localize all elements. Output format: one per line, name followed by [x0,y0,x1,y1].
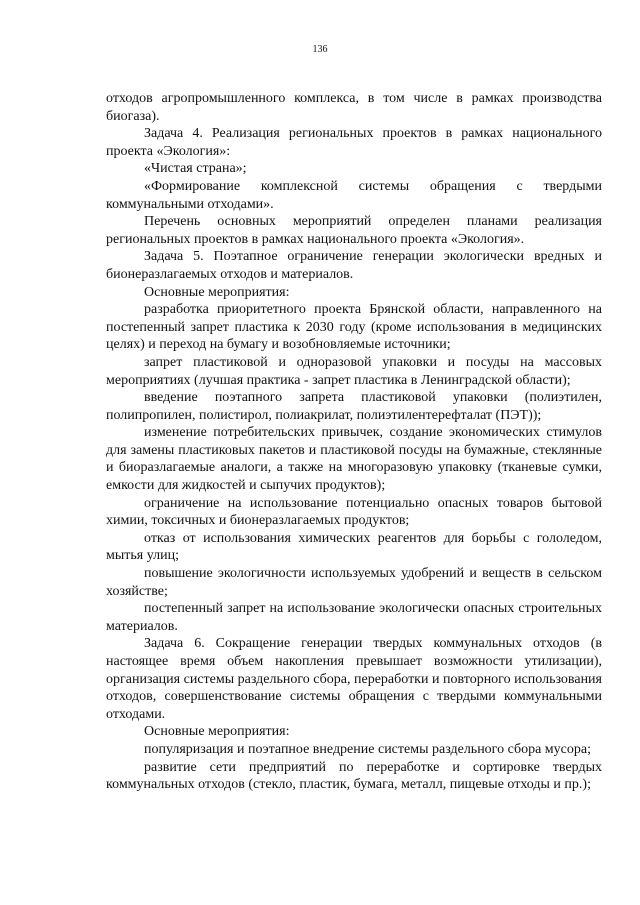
list-item: постепенный запрет на использование экологически опасных строительных материалов. [106,601,602,634]
list-item: отказ от использования химических реагентов для борьбы с гололедом, мытья улиц; [106,530,602,564]
list-item: ограничение на использование потенциально опасных товаров бытовой химии, токсичных и бионеразлагаемых продуктов; [106,495,602,529]
page-number: 136 [312,44,328,55]
section-label: Основные мероприятия: [144,284,290,300]
list-item: «Чистая страна»; [144,161,247,177]
list-item: развитие сети предприятий по переработке и сортировке твердых коммунальных отходов (стекло, пластик, бумага, металл, пищевые отходы и пр.); [106,759,602,793]
task-5-heading: Задача 5. Поэтапное ограничение генерации экологически вредных и бионеразлагаемых отходов и материалов. [106,249,602,282]
list-item: популяризация и поэтапное внедрение системы раздельного сбора мусора; [144,741,591,757]
task-4-heading: Задача 4. Реализация региональных проектов в рамках национального проекта «Экология»: [106,126,602,159]
list-item: изменение потребительских привычек, создание экономических стимулов для замены пластиковых пакетов и пластиковой посуды на бумажные, стеклянные и биоразлагаемые аналоги, а также на многоразовую упаковку (тканевые сумки, емкости для жидкостей и сыпучих продуктов); [106,425,602,494]
list-item: запрет пластиковой и одноразовой упаковки и посуды на массовых мероприятиях (лучшая практика - запрет пластика в Ленинградской области); [106,354,602,388]
list-item: разработка приоритетного проекта Брянской области, направленного на постепенный запрет пластика к 2030 году (кроме использования в медицинских целях) и переход на бумагу и возобновляемые источники; [106,302,602,353]
list-item: введение поэтапного запрета пластиковой упаковки (полиэтилен, полипропилен, полистирол, полиакрилат, полиэтилентерефталат (ПЭТ)); [106,390,602,423]
paragraph: отходов агропромышленного комплекса, в том числе в рамках производства биогаза). [106,91,602,124]
document-body [106,90,602,794]
task-6-heading: Задача 6. Сокращение генерации твердых коммунальных отходов (в настоящее время объем накопления превышает возможности утилизации), организация системы раздельного сбора, переработки и повторного использования отходов, совершенствование системы обращения с твердыми коммунальными отходами. [106,636,602,722]
section-label: Основные мероприятия: [144,724,290,740]
paragraph: Перечень основных мероприятий определен планами реализация региональных проектов в рамках национального проекта «Экология». [106,214,602,247]
list-item: повышение экологичности используемых удобрений и веществ в сельском хозяйстве; [106,566,602,599]
list-item: «Формирование комплексной системы обращения с твердыми коммунальными отходами». [106,178,602,212]
